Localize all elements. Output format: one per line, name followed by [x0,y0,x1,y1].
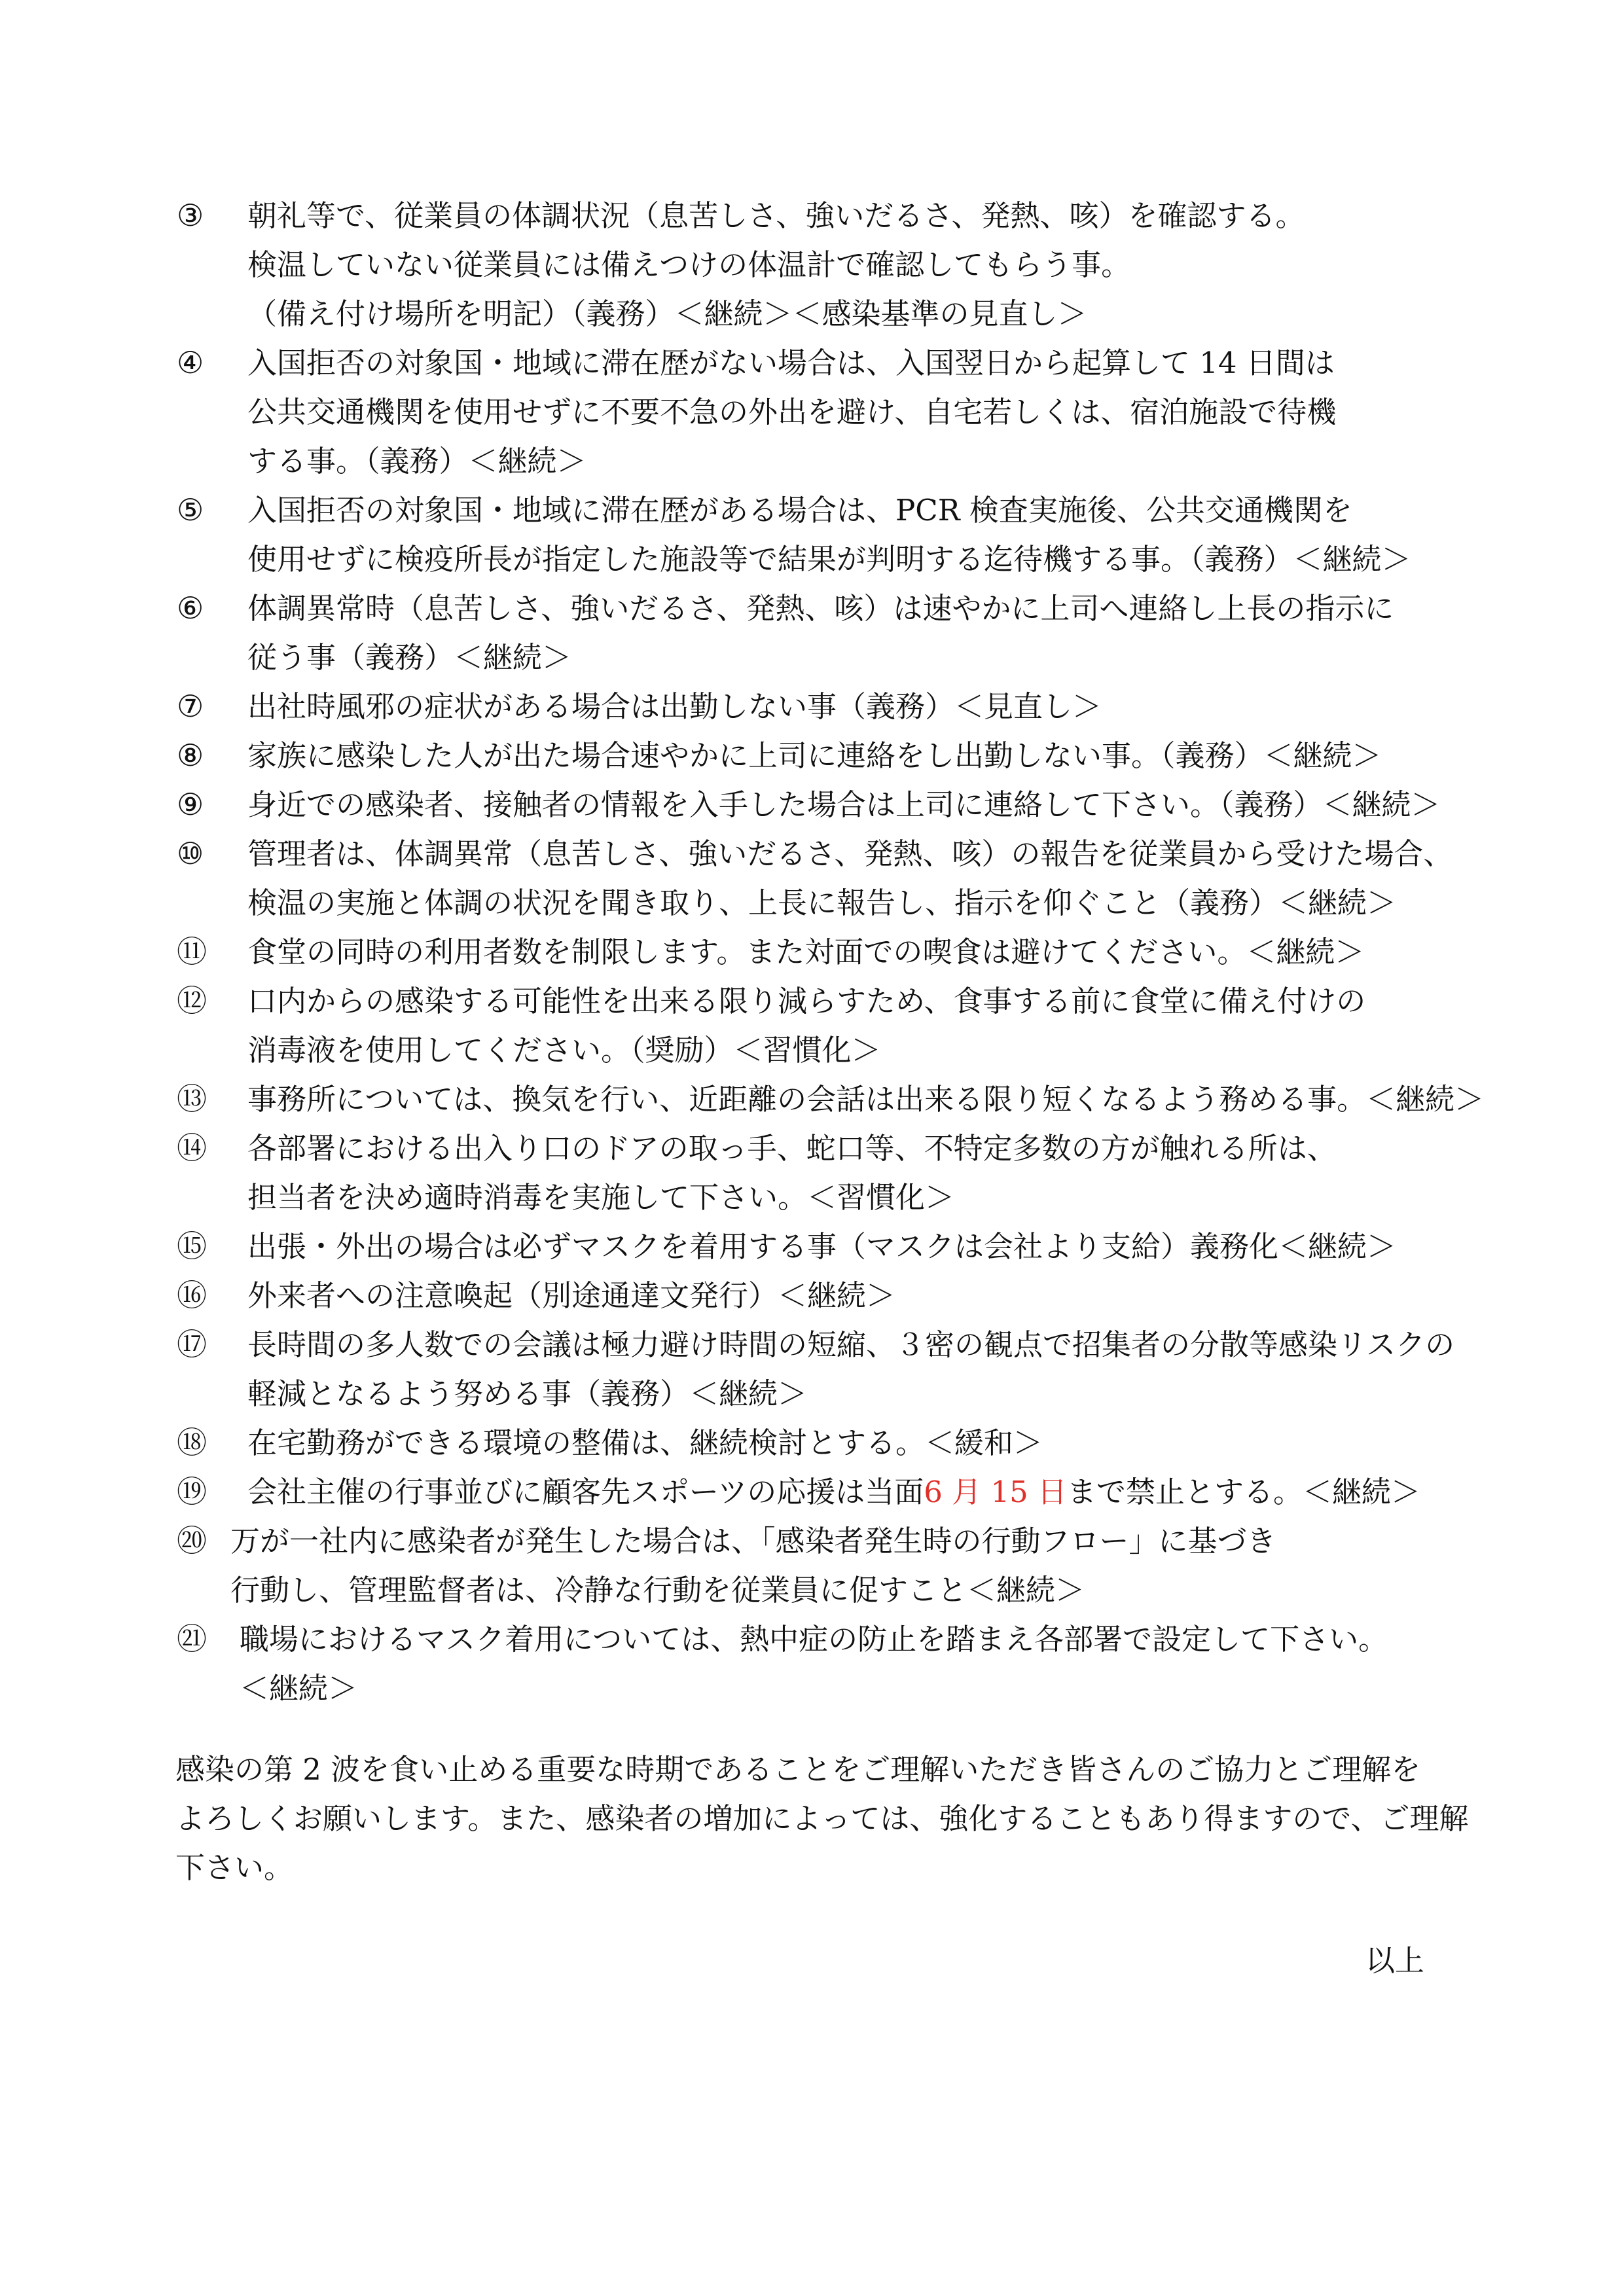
list-item [177,584,1519,682]
item-number: ③ [177,198,204,233]
item-text: 出張・外出の場合は必ずマスクを着用する事（マスクは会社より支給）義務化＜継続＞ [247,1229,1397,1264]
list-item [177,1418,1519,1467]
list-item [177,1320,1519,1418]
item-number: ⑯ [177,1278,207,1313]
item-number: ㉑ [177,1621,207,1657]
list-item [177,780,1519,829]
item-text-before: 会社主催の行事並びに顧客先スポーツの応援は当面 [247,1475,924,1509]
item-number: ⑫ [177,983,207,1018]
list-item [177,1222,1519,1271]
item-number: ⑮ [177,1229,207,1264]
item-text: 食堂の同時の利用者数を制限します。また対面での喫食は避けてください。＜継続＞ [247,935,1365,969]
closing-line: 下さい。 [175,1850,294,1885]
item-text: ＜継続＞ [240,1671,358,1706]
closing-paragraph [175,1745,1517,1892]
item-text: 在宅勤務ができる環境の整備は、継続検討とする。＜緩和＞ [247,1426,1043,1460]
item-text: 行動し、管理監督者は、冷静な行動を従業員に促すこと＜継続＞ [230,1573,1085,1607]
item-text: 担当者を決め適時消毒を実施して下さい。＜習慣化＞ [247,1180,955,1215]
item-number: ⑱ [177,1425,207,1460]
end-mark: 以上 [1365,1943,1425,1978]
list-item [177,1615,1519,1713]
item-number: ⑲ [177,1474,207,1509]
item-text: 公共交通機関を使用せずに不要不急の外出を避け、自宅若しくは、宿泊施設で待機 [247,395,1337,429]
item-number: ⑩ [177,836,204,871]
item-text [247,1467,1519,1516]
item-text: 長時間の多人数での会議は極力避け時間の短縮、３密の観点で招集者の分散等感染リスクの [247,1327,1455,1362]
item-text: 使用せずに検疫所長が指定した施設等で結果が判明する迄待機する事。（義務）＜継続＞ [247,542,1411,577]
item-text: 検温の実施と体調の状況を聞き取り、上長に報告し、指示を仰ぐこと（義務）＜継続＞ [247,886,1397,920]
item-number: ⑭ [177,1130,207,1166]
item-text: 従う事（義務）＜継続＞ [247,640,572,675]
item-number: ⑦ [177,689,204,724]
item-text: 口内からの感染する可能性を出来る限り減らすため、食事する前に食堂に備え付けの [247,984,1366,1018]
item-text: 入国拒否の対象国・地域に滞在歴がない場合は、入国翌日から起算して 14 日間は [247,346,1335,380]
item-text: 事務所については、換気を行い、近距離の会話は出来る限り短くなるよう務める事。＜継続＞ [247,1082,1485,1117]
list-item [177,731,1519,780]
list-item [177,1124,1519,1222]
list-item [177,1467,1519,1516]
item-text: 万が一社内に感染者が発生した場合は、「感染者発生時の行動フロー」に基づき [230,1524,1276,1558]
closing-line: よろしくお願いします。また、感染者の増加によっては、強化することもあり得ますので、ご理解 [175,1801,1469,1836]
item-text: 各部署における出入り口のドアの取っ手、蛇口等、不特定多数の方が触れる所は、 [247,1131,1337,1166]
item-text: 出社時風邪の症状がある場合は出勤しない事（義務）＜見直し＞ [247,689,1102,724]
item-text: する事。（義務）＜継続＞ [247,444,586,478]
item-text: 検温していない従業員には備えつけの体温計で確認してもらう事。 [247,247,1131,282]
list-item [177,486,1519,584]
measures-list [177,191,1519,1713]
item-text-after: まで禁止とする。＜継続＞ [1067,1475,1421,1509]
list-item [177,191,1519,338]
item-number: ⑤ [177,492,204,528]
item-number: ⑳ [177,1523,207,1558]
closing-line: 感染の第 2 波を食い止める重要な時期であることをご理解いただき皆さんのご協力とご理解を [175,1752,1421,1787]
item-number: ⑰ [177,1327,207,1362]
list-item [177,682,1519,731]
item-text: 管理者は、体調異常（息苦しさ、強いだるさ、発熱、咳）の報告を従業員から受けた場合、 [247,836,1453,871]
list-item [177,977,1519,1075]
item-text: 身近での感染者、接触者の情報を入手した場合は上司に連絡して下さい。（義務）＜継続＞ [247,787,1441,822]
item-text: 家族に感染した人が出た場合速やかに上司に連絡をし出勤しない事。（義務）＜継続＞ [247,738,1382,773]
item-text: 外来者への注意喚起（別途通達文発行）＜継続＞ [247,1278,896,1313]
item-number: ⑪ [177,934,207,969]
item-number: ④ [177,345,204,380]
item-text: 体調異常時（息苦しさ、強いだるさ、発熱、咳）は速やかに上司へ連絡し上長の指示に [247,591,1394,626]
item-text: 朝礼等で、従業員の体調状況（息苦しさ、強いだるさ、発熱、咳）を確認する。 [247,198,1305,233]
list-item [177,1516,1519,1615]
list-item [177,1075,1519,1124]
list-item [177,927,1519,977]
item-number: ⑨ [177,787,204,822]
item-number: ⑥ [177,590,204,626]
list-item [177,338,1519,486]
item-text: 入国拒否の対象国・地域に滞在歴がある場合は、PCR 検査実施後、公共交通機関を [247,493,1352,528]
item-text: 消毒液を使用してください。（奨励）＜習慣化＞ [247,1033,881,1067]
highlighted-date: 6 月 15 日 [924,1475,1068,1509]
item-number: ⑬ [177,1081,207,1117]
item-text: 職場におけるマスク着用については、熱中症の防止を踏まえ各部署で設定して下さい。 [240,1622,1388,1657]
list-item [177,829,1519,927]
list-item [177,1271,1519,1320]
item-text: 軽減となるよう努める事（義務）＜継続＞ [247,1376,808,1411]
item-number: ⑧ [177,738,204,773]
item-text: （備え付け場所を明記）（義務）＜継続＞＜感染基準の見直し＞ [247,296,1087,331]
